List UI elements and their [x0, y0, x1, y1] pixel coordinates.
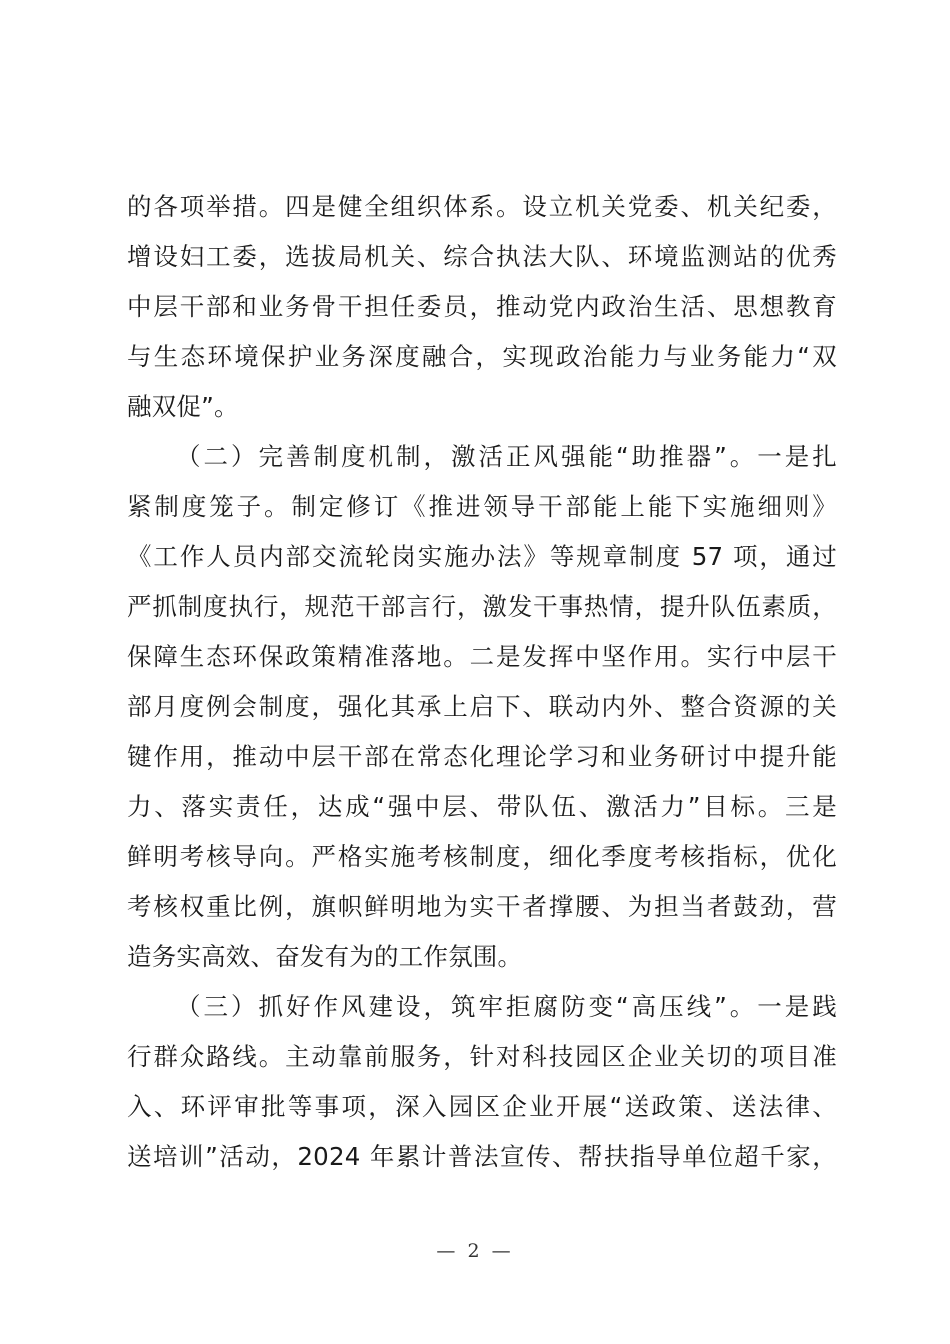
- body-text: [127, 182, 837, 1182]
- text-line: 入、环评审批等事项，深入园区企业开展“送政策、送法律、: [127, 1092, 837, 1121]
- section-heading-line: （二）完善制度机制，激活正风强能“助推器”。一是扎: [176, 442, 837, 471]
- text-line: 紧制度笼子。制定修订《推进领导干部能上能下实施细则》: [127, 492, 837, 521]
- text-line: 的各项举措。四是健全组织体系。设立机关党委、机关纪委，: [127, 192, 837, 221]
- text-line: 中层干部和业务骨干担任委员，推动党内政治生活、思想教育: [127, 292, 837, 321]
- text-line: 保障生态环保政策精准落地。二是发挥中坚作用。实行中层干: [127, 642, 837, 671]
- text-line: 融双促”。: [127, 392, 239, 421]
- text-line: 增设妇工委，选拔局机关、综合执法大队、环境监测站的优秀: [127, 242, 837, 271]
- text-line: 行群众路线。主动靠前服务，针对科技园区企业关切的项目准: [127, 1042, 837, 1071]
- text-line: 严抓制度执行，规范干部言行，激发干事热情，提升队伍素质，: [127, 592, 837, 621]
- text-line: 部月度例会制度，强化其承上启下、联动内外、整合资源的关: [127, 692, 837, 721]
- text-line: 鲜明考核导向。严格实施考核制度，细化季度考核指标，优化: [127, 842, 837, 871]
- page-number: — 2 —: [436, 1240, 514, 1262]
- section-heading-line: （三）抓好作风建设，筑牢拒腐防变“高压线”。一是践: [176, 992, 837, 1021]
- text-line: 《工作人员内部交流轮岗实施办法》等规章制度 57 项，通过: [127, 542, 837, 571]
- text-line: 力、落实责任，达成“强中层、带队伍、激活力”目标。三是: [127, 792, 837, 821]
- text-line: 键作用，推动中层干部在常态化理论学习和业务研讨中提升能: [127, 742, 837, 771]
- text-line: 送培训”活动，2024 年累计普法宣传、帮扶指导单位超千家，: [127, 1142, 837, 1171]
- text-line: 考核权重比例，旗帜鲜明地为实干者撑腰、为担当者鼓劲，营: [127, 892, 837, 921]
- text-line: 造务实高效、奋发有为的工作氛围。: [127, 942, 523, 971]
- text-line: 与生态环境保护业务深度融合，实现政治能力与业务能力“双: [127, 342, 837, 371]
